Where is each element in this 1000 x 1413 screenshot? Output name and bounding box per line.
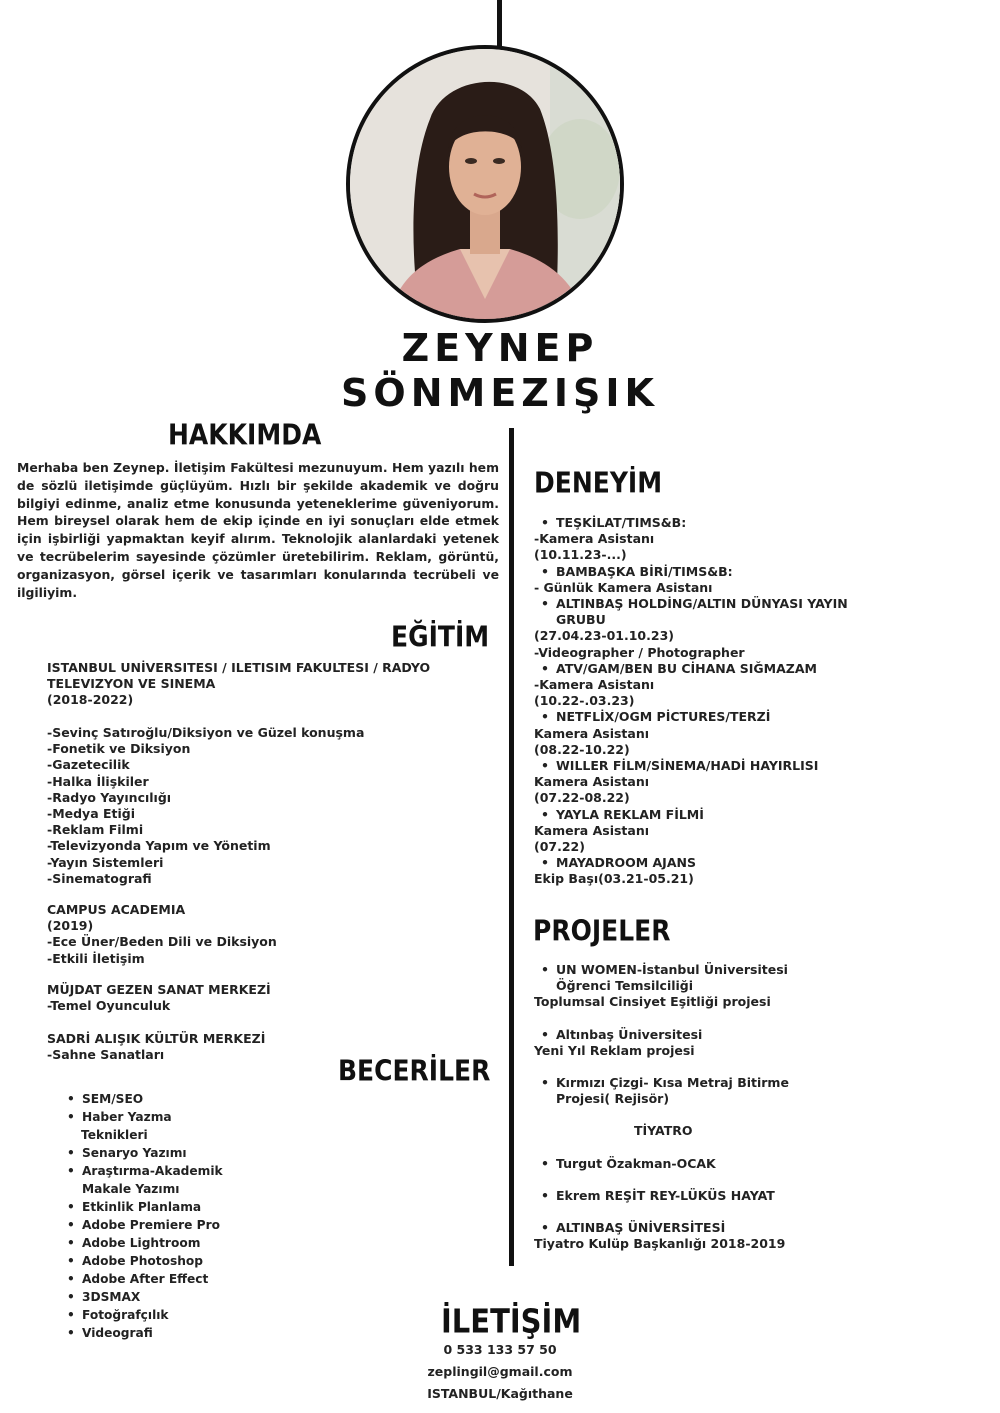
experience-list <box>534 515 848 888</box>
experience-company: • BAMBAŞKA BİRİ/TIMS&B: <box>534 564 848 580</box>
theatre-item: • ALTINBAŞ ÜNİVERSİTESİ <box>534 1220 789 1236</box>
experience-role: -Videographer / Photographer <box>534 644 745 660</box>
contact-heading: İLETİŞİM <box>441 1301 582 1341</box>
theatre-subheading: TİYATRO <box>634 1123 693 1139</box>
sadri-item: -Sahne Sanatları <box>47 1047 165 1063</box>
skill-item: • Adobe Premiere Pro <box>64 1216 223 1234</box>
project-title-continuation: Projesi( Rejisör) <box>556 1091 670 1107</box>
skill-item: • SEM/SEO <box>64 1090 223 1108</box>
project-title: • Altınbaş Üniversitesi <box>534 1027 789 1043</box>
sadri-alisik <box>47 1031 265 1063</box>
skill-item: • Adobe Lightroom <box>64 1234 223 1252</box>
experience-dates: (07.22-08.22) <box>534 790 630 806</box>
university-name-line1: ISTANBUL UNİVERSITESI / ILETISIM FAKULTESI / RADYO <box>47 660 431 675</box>
experience-role: Kamera Asistanı <box>534 725 650 741</box>
theatre-item: • Ekrem REŞİT REY-LÜKÜS HAYAT <box>534 1188 789 1204</box>
experience-company: • WILLER FİLM/SİNEMA/HADİ HAYIRLISI <box>534 758 848 774</box>
campus-item: -Ece Üner/Beden Dili ve Diksiyon <box>47 934 277 950</box>
experience-role: -Kamera Asistanı <box>534 531 655 547</box>
skill-item: • Haber Yazma <box>64 1108 223 1126</box>
experience-dates: (08.22-10.22) <box>534 741 630 757</box>
skill-item: • Adobe Photoshop <box>64 1252 223 1270</box>
project-title: • UN WOMEN-İstanbul Üniversitesi <box>534 962 789 978</box>
experience-dates: (10.22-.03.23) <box>534 693 635 709</box>
top-divider-line <box>497 0 502 48</box>
skill-item: • Araştırma-Akademik <box>64 1162 223 1180</box>
course-item: -Sevinç Satıroğlu/Diksiyon ve Güzel konuşma <box>47 725 365 740</box>
course-item: -Televizyonda Yapım ve Yönetim <box>47 838 271 854</box>
education-heading: EĞİTİM <box>391 619 490 654</box>
experience-role: Ekip Başı(03.21-05.21) <box>534 871 694 887</box>
campus-item: -Etkili İletişim <box>47 950 145 966</box>
mujdat-gezen <box>47 982 271 1014</box>
skill-item: • Fotoğrafçılık <box>64 1306 223 1324</box>
experience-company-continuation: GRUBU <box>556 612 606 628</box>
skills-list <box>64 1090 223 1342</box>
campus-academia <box>47 902 277 967</box>
experience-dates: (07.22) <box>534 839 585 855</box>
contact-phone[interactable]: 0 533 133 57 50 <box>443 1342 557 1357</box>
campus-year: (2019) <box>47 918 94 934</box>
course-list <box>47 725 364 887</box>
experience-dates: (10.11.23-...) <box>534 547 627 563</box>
about-heading: HAKKIMDA <box>168 417 322 452</box>
contact-location: ISTANBUL/Kağıthane <box>427 1386 573 1401</box>
course-item: -Sinematografi <box>47 870 152 886</box>
skill-item: • 3DSMAX <box>64 1288 223 1306</box>
mujdat-title: MÜJDAT GEZEN SANAT MERKEZİ <box>47 982 271 997</box>
experience-role: Kamera Asistanı <box>534 822 650 838</box>
university-years: (2018-2022) <box>47 692 134 708</box>
skill-item: • Videografi <box>64 1324 223 1342</box>
projects-heading: PROJELER <box>533 913 671 948</box>
experience-dates: (27.04.23-01.10.23) <box>534 628 674 644</box>
experience-company: • YAYLA REKLAM FİLMİ <box>534 807 848 823</box>
first-name: ZEYNEP <box>401 326 599 370</box>
campus-title: CAMPUS ACADEMIA <box>47 902 186 917</box>
course-item: -Gazetecilik <box>47 757 130 773</box>
skill-item-continuation: Teknikleri <box>81 1128 148 1142</box>
course-item: -Yayın Sistemleri <box>47 854 164 870</box>
course-item: -Radyo Yayıncılığı <box>47 789 172 805</box>
project-description: Yeni Yıl Reklam projesi <box>534 1042 695 1058</box>
course-item: -Halka İlişkiler <box>47 773 149 789</box>
skill-item: • Adobe After Effect <box>64 1270 223 1288</box>
experience-heading: DENEYİM <box>534 465 663 500</box>
skills-heading: BECERİLER <box>338 1053 491 1088</box>
experience-company: • NETFLİX/OGM PİCTURES/TERZİ <box>534 709 848 725</box>
experience-role: Kamera Asistanı <box>534 774 650 790</box>
last-name: SÖNMEZIŞIK <box>341 371 659 415</box>
skill-item: • Etkinlik Planlama <box>64 1198 223 1216</box>
theatre-item: • Turgut Özakman-OCAK <box>534 1156 789 1172</box>
skill-item: • Senaryo Yazımı <box>64 1144 223 1162</box>
skill-item-continuation: Makale Yazımı <box>82 1182 180 1196</box>
mujdat-item: -Temel Oyunculuk <box>47 998 171 1014</box>
experience-company: • ATV/GAM/BEN BU CİHANA SIĞMAZAM <box>534 661 848 677</box>
project-title-continuation: Öğrenci Temsilciliği <box>556 978 694 994</box>
about-text: Merhaba ben Zeynep. İletişim Fakültesi mezunuyum. Hem yazılı hem de sözlü iletişimde güçlüyüm. Hızlı bir şekilde akademik ve doğru bilgiyi edinme, analiz etme konusunda yeteneklerime güveniyorum. Hem bireysel olarak hem de ekip içinde en iyi sonuçları elde etmek için işbirliği yapmaktan keyif alırım. Teknolojik alanlardaki yetenek ve tecrübelerim sayesinde çözümler üretebilirim. Reklam, görüntü, organizasyon, görsel içerik ve tasarımları konularında tecrübeli ve ilgiliyim. <box>17 460 499 600</box>
education-university <box>47 660 430 709</box>
experience-company: • ALTINBAŞ HOLDİNG/ALTIN DÜNYASI YAYIN <box>534 596 848 612</box>
experience-company: • MAYADROOM AJANS <box>534 855 848 871</box>
course-item: -Reklam Filmi <box>47 822 144 838</box>
profile-photo <box>346 45 624 323</box>
contact-email[interactable]: zeplingil@gmail.com <box>427 1364 573 1379</box>
project-description: Toplumsal Cinsiyet Eşitliği projesi <box>534 994 771 1010</box>
theatre-description: Tiyatro Kulüp Başkanlığı 2018-2019 <box>534 1236 786 1252</box>
portrait-illustration <box>350 49 620 319</box>
course-item: -Fonetik ve Diksiyon <box>47 741 191 757</box>
projects-list <box>534 962 789 1252</box>
experience-company: • TEŞKİLAT/TIMS&B: <box>534 515 848 531</box>
course-item: -Medya Etiği <box>47 806 136 822</box>
project-title: • Kırmızı Çizgi- Kısa Metraj Bitirme <box>534 1075 789 1091</box>
sadri-title: SADRİ ALIŞIK KÜLTÜR MERKEZİ <box>47 1031 266 1046</box>
experience-role: -Kamera Asistanı <box>534 677 655 693</box>
university-name-line2: TELEVIZYON VE SINEMA <box>47 676 216 692</box>
experience-role: - Günlük Kamera Asistanı <box>534 579 713 595</box>
column-divider-line <box>509 428 514 1266</box>
